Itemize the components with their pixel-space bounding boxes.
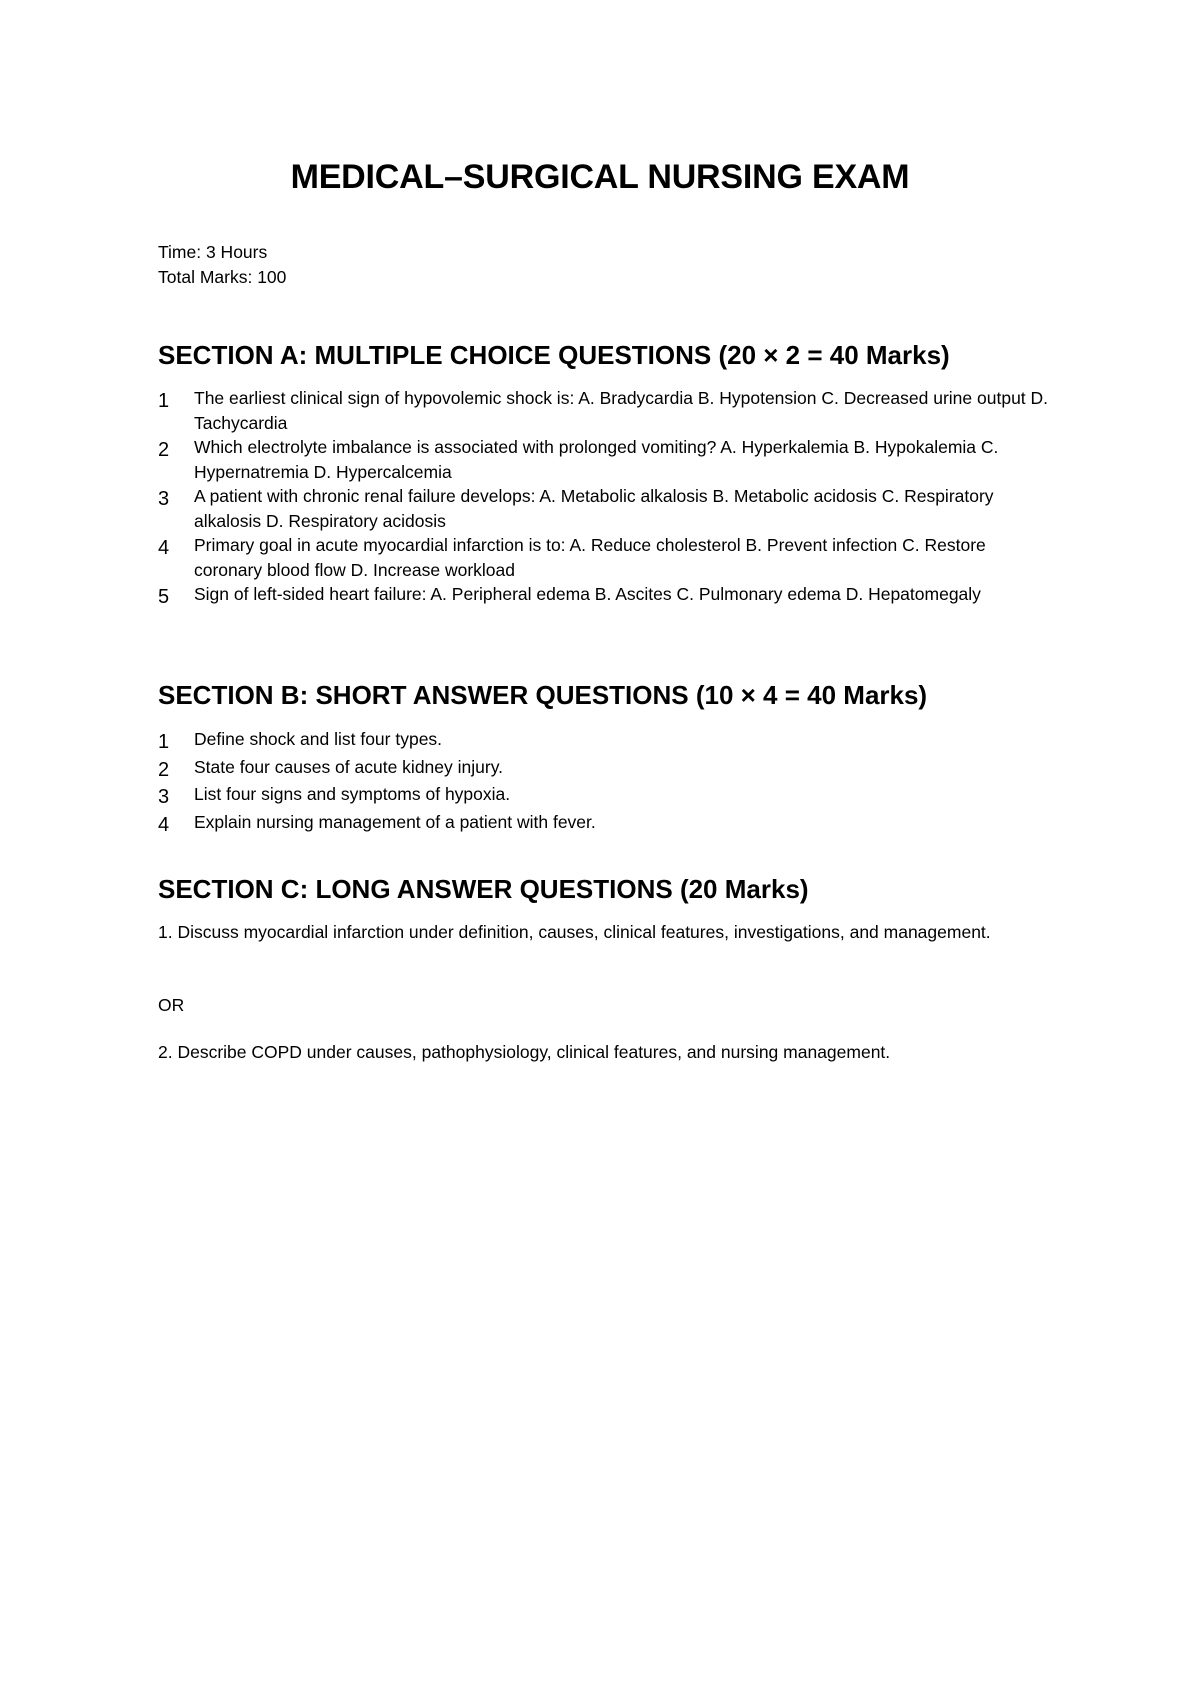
exam-total-marks: Total Marks: 100 [158, 267, 287, 287]
question-text: A patient with chronic renal failure develops: A. Metabolic alkalosis B. Metabolic acidosis C. Respiratory alkalosis D. Respiratory acidosis [194, 486, 994, 531]
exam-meta [158, 240, 286, 290]
question-text: Primary goal in acute myocardial infarction is to: A. Reduce cholesterol B. Prevent infection C. Restore coronary blood flow D. Increase workload [194, 535, 986, 580]
question-text: Define shock and list four types. [194, 729, 443, 749]
exam-time: Time: 3 Hours [158, 242, 268, 262]
section-a-question [158, 435, 1058, 484]
exam-title: MEDICAL–SURGICAL NURSING EXAM [290, 158, 910, 196]
section-b-question-list [158, 727, 1058, 837]
section-a-heading: SECTION A: MULTIPLE CHOICE QUESTIONS (20 × 2 = 40 Marks) [158, 340, 950, 370]
question-text: Explain nursing management of a patient with fever. [194, 811, 596, 832]
question-text: State four causes of acute kidney injury. [194, 756, 504, 777]
question-text: Sign of left-sided heart failure: A. Peripheral edema B. Ascites C. Pulmonary edema D. Hepatomegaly [194, 584, 981, 604]
section-a-question-list [158, 386, 1058, 610]
section-b-heading: SECTION B: SHORT ANSWER QUESTIONS (10 × 4 = 40 Marks) [158, 680, 928, 710]
question-number: 2 [158, 439, 170, 461]
section-b-question [158, 727, 1058, 755]
long-answer-question-1: 1. Discuss myocardial infarction under definition, causes, clinical features, investigations, and management. [158, 922, 991, 942]
question-number: 3 [158, 488, 170, 510]
or-separator: OR [158, 995, 185, 1015]
question-text: List four signs and symptoms of hypoxia. [194, 784, 511, 804]
long-answer-question-2: 2. Describe COPD under causes, pathophysiology, clinical features, and nursing management. [158, 1042, 891, 1062]
section-a-question [158, 582, 1058, 610]
question-number: 1 [158, 731, 170, 753]
question-text: Which electrolyte imbalance is associated with prolonged vomiting? A. Hyperkalemia B. Hypokalemia C. Hypernatremia D. Hypercalcemia [194, 437, 999, 482]
section-b-question [158, 810, 1058, 838]
question-number: 4 [158, 537, 170, 559]
section-a-question [158, 533, 1058, 582]
question-number: 3 [158, 786, 170, 808]
section-b-question [158, 755, 1058, 783]
question-number: 1 [158, 390, 170, 412]
question-text: The earliest clinical sign of hypovolemic shock is: A. Bradycardia B. Hypotension C. Decreased urine output D. Tachycardia [194, 388, 1049, 433]
question-number: 2 [158, 758, 170, 781]
section-a-question [158, 386, 1058, 435]
question-number: 5 [158, 586, 170, 608]
section-c-heading: SECTION C: LONG ANSWER QUESTIONS (20 Marks) [158, 874, 809, 904]
section-b-question [158, 782, 1058, 810]
section-a-question [158, 484, 1058, 533]
question-number: 4 [158, 813, 170, 836]
